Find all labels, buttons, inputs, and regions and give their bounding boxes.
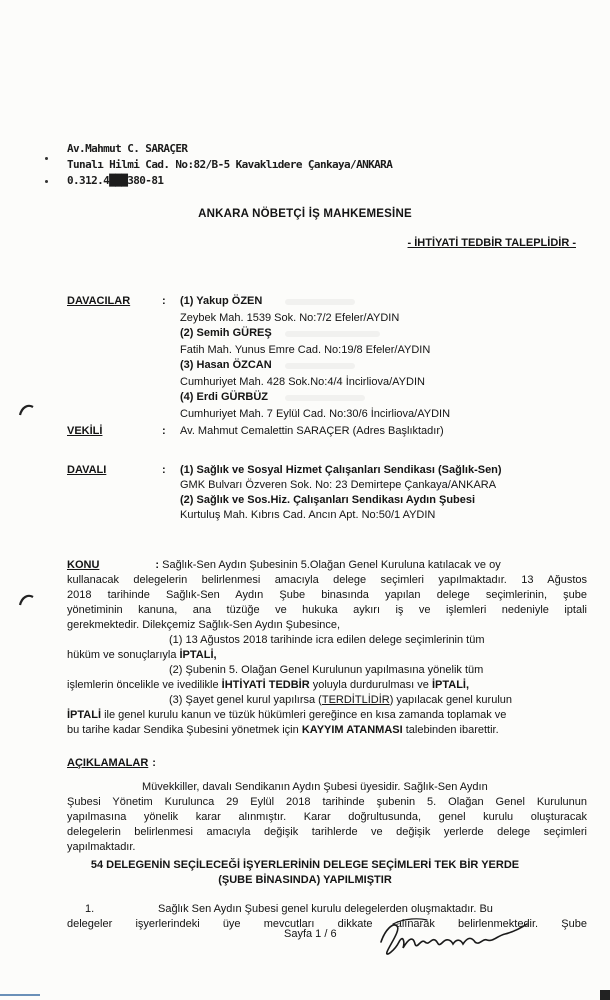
section-heading <box>50 858 560 888</box>
aciklamalar-colon: : <box>152 757 156 769</box>
konu-text: Sağlık-Sen Aydın Şubesinin 5.Olağan Genel Kuruluna katılacak ve oy <box>162 559 501 571</box>
section-heading-line: 54 DELEGENİN SEÇİLECEĞİ İŞYERLERİNİN DELEGE SEÇİMLERİ TEK BİR YERDE <box>90 859 520 871</box>
court-title: ANKARA NÖBETÇİ İŞ MAHKEMESİNE <box>198 208 412 220</box>
konu-line <box>67 648 587 663</box>
defendant-name: (2) Sağlık ve Sos.Hiz. Çalışanları Sendikası Aydın Şubesi <box>180 494 476 506</box>
defendant-address: GMK Bulvarı Özveren Sok. No: 23 Demirtepe Çankaya/ANKARA <box>180 479 497 491</box>
stray-dot <box>45 180 48 183</box>
redacted-text <box>285 363 355 369</box>
konu-text: ) yapılacak genel kurulun <box>389 694 512 706</box>
item-number: 1. <box>85 903 95 915</box>
signature-image <box>375 912 530 962</box>
plaintiff-name: (1) Yakup ÖZEN <box>180 295 263 307</box>
iptal-emphasis: İPTALİ, <box>431 679 470 691</box>
section-heading-line: (ŞUBE BİNASINDA) YAPILMIŞTIR <box>218 874 392 886</box>
konu-section <box>67 558 587 738</box>
letterhead-phone: 0.312.4███380-81 <box>67 174 164 187</box>
item-text: Sağlık Sen Aydın Şubesi genel kurulu delegelerden oluşmaktadır. Bu <box>158 903 493 915</box>
plaintiff-address: Cumhuriyet Mah. 7 Eylül Cad. No:30/6 İncirliova/AYDIN <box>180 408 451 420</box>
konu-colon: : <box>155 559 160 571</box>
redacted-text <box>285 395 365 401</box>
scan-edge-mark <box>600 990 610 1000</box>
konu-line <box>67 708 587 723</box>
plaintiff-name: (2) Semih GÜREŞ <box>180 327 272 339</box>
vekili-text: Av. Mahmut Cemalettin SARAÇER (Adres Başlıktadır) <box>180 425 444 437</box>
defendant-address: Kurtuluş Mah. Kıbrıs Cad. Ancın Apt. No:50/1 AYDIN <box>180 509 436 521</box>
aciklamalar-line: yapılmaktadır. <box>67 841 136 853</box>
tedbir-emphasis: İHTİYATİ TEDBİR <box>221 679 310 691</box>
terditlidir-emphasis: TERDİTLİDİR <box>321 694 390 706</box>
aciklamalar-line: yapılmasına yönelik karar alınmıştır. Karar doğrultusunda, genel kurulu oluşturacak <box>67 811 587 823</box>
aciklamalar-heading <box>67 756 587 771</box>
plaintiff-address: Fatih Mah. Yunus Emre Cad. No:19/8 Efeler/AYDIN <box>180 344 431 356</box>
plaintiff-name: (4) Erdi GÜRBÜZ <box>180 391 268 403</box>
davacilar-list <box>180 294 450 422</box>
plaintiff-address: Cumhuriyet Mah. 428 Sok.No:4/4 İncirliova/AYDIN <box>180 376 425 388</box>
aciklamalar-line: Şubesi Yönetim Kurulunca 29 Eylül 2018 tarihinde şubenin 5. Olağan Genel Kurulunun <box>67 796 587 808</box>
konu-line: gerekmektedir. Dilekçemiz Sağlık-Sen Aydın Şubesince, <box>67 619 341 631</box>
konu-line <box>67 678 587 693</box>
stray-dot <box>45 157 48 160</box>
iptal-emphasis: İPTALİ, <box>179 649 217 661</box>
konu-line: (2) Şubenin 5. Olağan Genel Kurulunun yapılmasına yönelik tüm <box>169 664 484 676</box>
item-line: delegeler işyerlerindeki üye mevcutları dikkate alınarak belirlenmektedir. Şube <box>67 918 587 930</box>
konu-text: talebinden ibarettir. <box>402 724 499 736</box>
konu-text: bu tarihe kadar Sendika Şubesini yönetmek için <box>67 724 302 736</box>
konu-text: (3) Şayet genel kurul yapılırsa ( <box>169 694 322 706</box>
davali-colon: : <box>162 464 166 476</box>
tedbir-notice: - İHTİYATİ TEDBİR TALEPLİDİR - <box>407 237 576 249</box>
aciklamalar-line: Müvekkiller, davalı Sendikanın Aydın Şubesi üyesidir. Sağlık-Sen Aydın <box>142 781 488 793</box>
davacilar-label: DAVACILAR <box>67 295 131 307</box>
redacted-text <box>285 331 380 337</box>
aciklamalar-label: AÇIKLAMALAR <box>67 757 149 769</box>
konu-text: işlemlerin öncelikle ve ivedilikle <box>67 679 222 691</box>
defendant-name: (1) Sağlık ve Sosyal Hizmet Çalışanları Sendikası (Sağlık-Sen) <box>180 464 502 476</box>
konu-line <box>67 723 587 738</box>
konu-line <box>67 693 587 708</box>
scan-edge-mark <box>0 994 40 1000</box>
konu-line: (1) 13 Ağustos 2018 tarihinde icra edilen delege seçimlerinin tüm <box>169 634 485 646</box>
konu-text: ile genel kurulu kanun ve tüzük hükümleri gereğince en kısa zamanda toplamak ve <box>101 709 507 721</box>
davacilar-colon: : <box>162 295 166 307</box>
davali-label: DAVALI <box>67 464 107 476</box>
konu-text: hüküm ve sonuçlarıyla <box>67 649 180 661</box>
konu-line <box>67 558 587 573</box>
vekili-label: VEKİLİ <box>67 425 103 437</box>
letterhead-name: Av.Mahmut C. SARAÇER <box>67 142 188 155</box>
iptal-emphasis: İPTALİ <box>67 709 102 721</box>
aciklamalar-section <box>67 756 587 855</box>
kayyim-emphasis: KAYYIM ATANMASI <box>301 724 403 736</box>
vekili-colon: : <box>162 425 166 437</box>
hole-punch-mark <box>18 593 34 607</box>
konu-text: yoluyla durdurulması ve <box>309 679 432 691</box>
aciklamalar-line: delegelerin belirlenmesi amacıyla değişik tarihlerde ve değişik yerlerde delege seçimleri <box>67 826 587 838</box>
konu-line: kullanacak delegelerin belirlenmesi amacıyla delege seçimleri yapılmaktadır. 13 Ağustos <box>67 574 587 586</box>
konu-label: KONU <box>67 559 100 571</box>
page-number: Sayfa 1 / 6 <box>284 928 337 940</box>
plaintiff-name: (3) Hasan ÖZCAN <box>180 359 272 371</box>
hole-punch-mark <box>18 403 34 417</box>
konu-line: 2018 tarihinde Sağlık-Sen Aydın Şube binasında yapılan delege seçimlerinin, şube <box>67 589 587 601</box>
plaintiff-address: Zeybek Mah. 1539 Sok. No:7/2 Efeler/AYDIN <box>180 312 400 324</box>
letterhead-address: Tunalı Hilmi Cad. No:82/B-5 Kavaklıdere Çankaya/ANKARA <box>67 158 393 171</box>
redacted-text <box>285 299 355 305</box>
davali-list <box>180 463 502 523</box>
konu-line: yönetiminin kanuna, ana tüzüğe ve hukuka aykırı iş ve işlemleri nedeniyle iptali <box>67 604 587 616</box>
